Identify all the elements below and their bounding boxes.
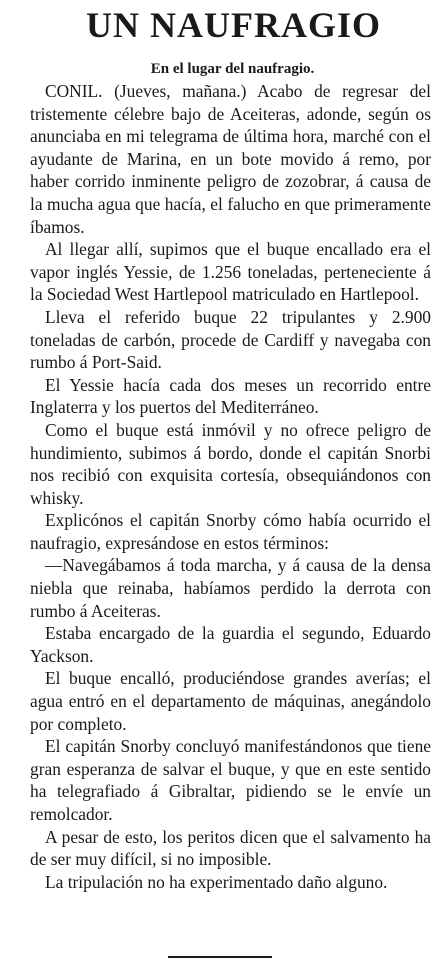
article-subtitle: En el lugar del naufragio. xyxy=(150,61,315,77)
article-paragraph: El Yessie hacía cada dos meses un recorrido entre Inglaterra y los puertos del Mediterráneo. xyxy=(30,374,431,418)
article-paragraph: Explicónos el capitán Snorby cómo había ocurrido el naufragio, expresándose en estos términos: xyxy=(30,510,431,553)
article-paragraph: Lleva el referido buque 22 tripulantes y 2.900 toneladas de carbón, procede de Cardiff y navegaba con rumbo á Port-Said. xyxy=(30,306,431,373)
article-paragraph: A pesar de esto, los peritos dicen que el salvamento ha de ser muy difícil, si no imposible. xyxy=(30,826,431,870)
article-paragraph: Al llegar allí, supimos que el buque encallado era el vapor inglés Yessie, de 1.256 toneladas, perteneciente á la Sociedad West Hartlepool matriculado en Hartlepool. xyxy=(30,239,431,305)
article-paragraph: El capitán Snorby concluyó manifestándonos que tiene gran esperanza de salvar el buque, y que en este sentido ha telegrafiado á Gibraltar, pidiendo se le envíe un remolcador. xyxy=(30,736,431,824)
article-paragraph: El buque encalló, produciéndose grandes averías; el agua entró en el departamento de máquinas, anegándolo por completo. xyxy=(30,668,431,734)
article-paragraph: —Navegábamos á toda marcha, y á causa de la densa niebla que reinaba, habíamos perdido la derrota con rumbo á Aceiteras. xyxy=(30,555,431,621)
article-paragraph: La tripulación no ha experimentado daño alguno. xyxy=(45,871,388,892)
article-paragraph: CONIL. (Jueves, mañana.) Acabo de regresar del tristemente célebre bajo de Aceiteras, adonde, según os anunciaba en mi telegrama de última hora, marché con el ayudante de Marina, en un bote movido á remo, por haber corrido inminente peligro de zozobrar, á causa de la mucha agua que hacía, el falucho en que primeramente íbamos. xyxy=(30,81,431,237)
end-rule xyxy=(168,956,272,958)
article-paragraph: Como el buque está inmóvil y no ofrece peligro de hundimiento, subimos á bordo, donde el capitán Snorbi nos recibió con exquisita cortesía, obsequiándonos con whisky. xyxy=(30,419,431,508)
article-paragraph: Estaba encargado de la guardia el segundo, Eduardo Yackson. xyxy=(30,623,431,666)
article-title: UN NAUFRAGIO xyxy=(86,5,381,45)
article-body xyxy=(30,80,431,893)
